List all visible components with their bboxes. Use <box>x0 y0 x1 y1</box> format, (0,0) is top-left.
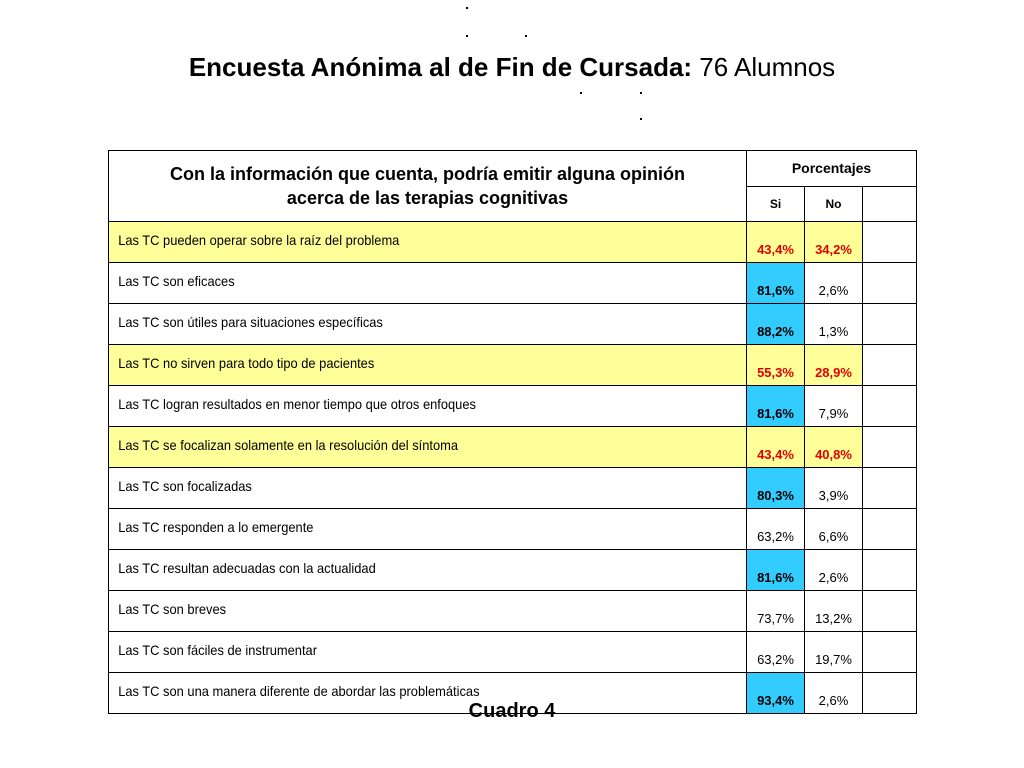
si-header: Si <box>747 186 805 222</box>
table-caption: Cuadro 4 <box>468 700 556 722</box>
si-value: 63,2% <box>747 632 805 673</box>
question-line-2: acerca de las terapias cognitivas <box>286 188 569 208</box>
empty-cell <box>863 632 917 673</box>
title-count: 76 Alumnos <box>692 52 836 82</box>
no-value: 3,9% <box>805 468 863 509</box>
title-bold: Encuesta Anónima al de Fin de Cursada: <box>188 52 693 82</box>
statement-text: Las TC logran resultados en menor tiempo que otros enfoques <box>118 395 476 412</box>
no-value: 13,2% <box>805 591 863 632</box>
decorative-dot <box>640 92 642 94</box>
statement-text: Las TC son una manera diferente de abordar las problemáticas <box>118 682 480 699</box>
table-row <box>109 468 917 509</box>
si-value: 81,6% <box>747 386 805 427</box>
statement-cell <box>109 509 747 550</box>
si-value: 43,4% <box>747 427 805 468</box>
no-value: 6,6% <box>805 509 863 550</box>
statement-text: Las TC responden a lo emergente <box>118 518 314 535</box>
no-value: 7,9% <box>805 386 863 427</box>
decorative-dot <box>466 35 468 37</box>
statement-text: Las TC pueden operar sobre la raíz del problema <box>118 231 400 248</box>
table-row <box>109 509 917 550</box>
empty-cell <box>863 468 917 509</box>
empty-cell <box>863 304 917 345</box>
empty-cell <box>863 427 917 468</box>
no-value: 2,6% <box>805 550 863 591</box>
statement-cell <box>109 222 747 263</box>
si-value: 81,6% <box>747 263 805 304</box>
table-row <box>109 632 917 673</box>
question-header <box>109 151 747 222</box>
statement-text: Las TC son breves <box>118 600 227 617</box>
si-value: 55,3% <box>747 345 805 386</box>
empty-cell <box>863 263 917 304</box>
table-row <box>109 550 917 591</box>
si-value: 81,6% <box>747 550 805 591</box>
statement-text: Las TC resultan adecuadas con la actualidad <box>118 559 376 576</box>
si-value: 88,2% <box>747 304 805 345</box>
table-row <box>109 591 917 632</box>
empty-cell <box>863 550 917 591</box>
statement-cell <box>109 550 747 591</box>
table-row <box>109 222 917 263</box>
statement-text: Las TC son eficaces <box>118 272 235 289</box>
table-row <box>109 345 917 386</box>
statement-cell <box>109 427 747 468</box>
si-value: 63,2% <box>747 509 805 550</box>
table-body <box>109 222 917 714</box>
statement-text: Las TC son útiles para situaciones específicas <box>118 313 383 330</box>
empty-cell <box>863 386 917 427</box>
statement-cell <box>109 468 747 509</box>
decorative-dot <box>640 118 642 120</box>
table-row <box>109 427 917 468</box>
no-value: 28,9% <box>805 345 863 386</box>
empty-cell <box>863 509 917 550</box>
survey-table <box>108 150 917 714</box>
si-value: 73,7% <box>747 591 805 632</box>
si-value: 43,4% <box>747 222 805 263</box>
question-line-1: Con la información que cuenta, podría emitir alguna opinión <box>169 164 686 184</box>
no-header: No <box>805 186 863 222</box>
decorative-dot <box>525 35 527 37</box>
statement-cell <box>109 304 747 345</box>
no-value: 40,8% <box>805 427 863 468</box>
no-value: 2,6% <box>805 673 863 714</box>
table-row <box>109 386 917 427</box>
si-value: 80,3% <box>747 468 805 509</box>
empty-cell <box>863 591 917 632</box>
statement-cell <box>109 632 747 673</box>
table-row <box>109 304 917 345</box>
no-value: 2,6% <box>805 263 863 304</box>
statement-cell <box>109 591 747 632</box>
statement-cell <box>109 345 747 386</box>
empty-cell <box>863 345 917 386</box>
percent-header: Porcentajes <box>747 151 917 187</box>
empty-header <box>863 186 917 222</box>
si-value: 93,4% <box>747 673 805 714</box>
decorative-dot <box>580 92 582 94</box>
statement-text: Las TC se focalizan solamente en la resolución del síntoma <box>118 436 459 453</box>
table-row <box>109 263 917 304</box>
statement-text: Las TC no sirven para todo tipo de pacientes <box>118 354 375 371</box>
no-value: 34,2% <box>805 222 863 263</box>
statement-text: Las TC son focalizadas <box>118 477 252 494</box>
no-value: 19,7% <box>805 632 863 673</box>
statement-cell <box>109 263 747 304</box>
empty-cell <box>863 222 917 263</box>
statement-text: Las TC son fáciles de instrumentar <box>118 641 317 658</box>
page-title <box>0 50 1024 84</box>
statement-cell <box>109 386 747 427</box>
decorative-dot <box>466 7 468 9</box>
no-value: 1,3% <box>805 304 863 345</box>
